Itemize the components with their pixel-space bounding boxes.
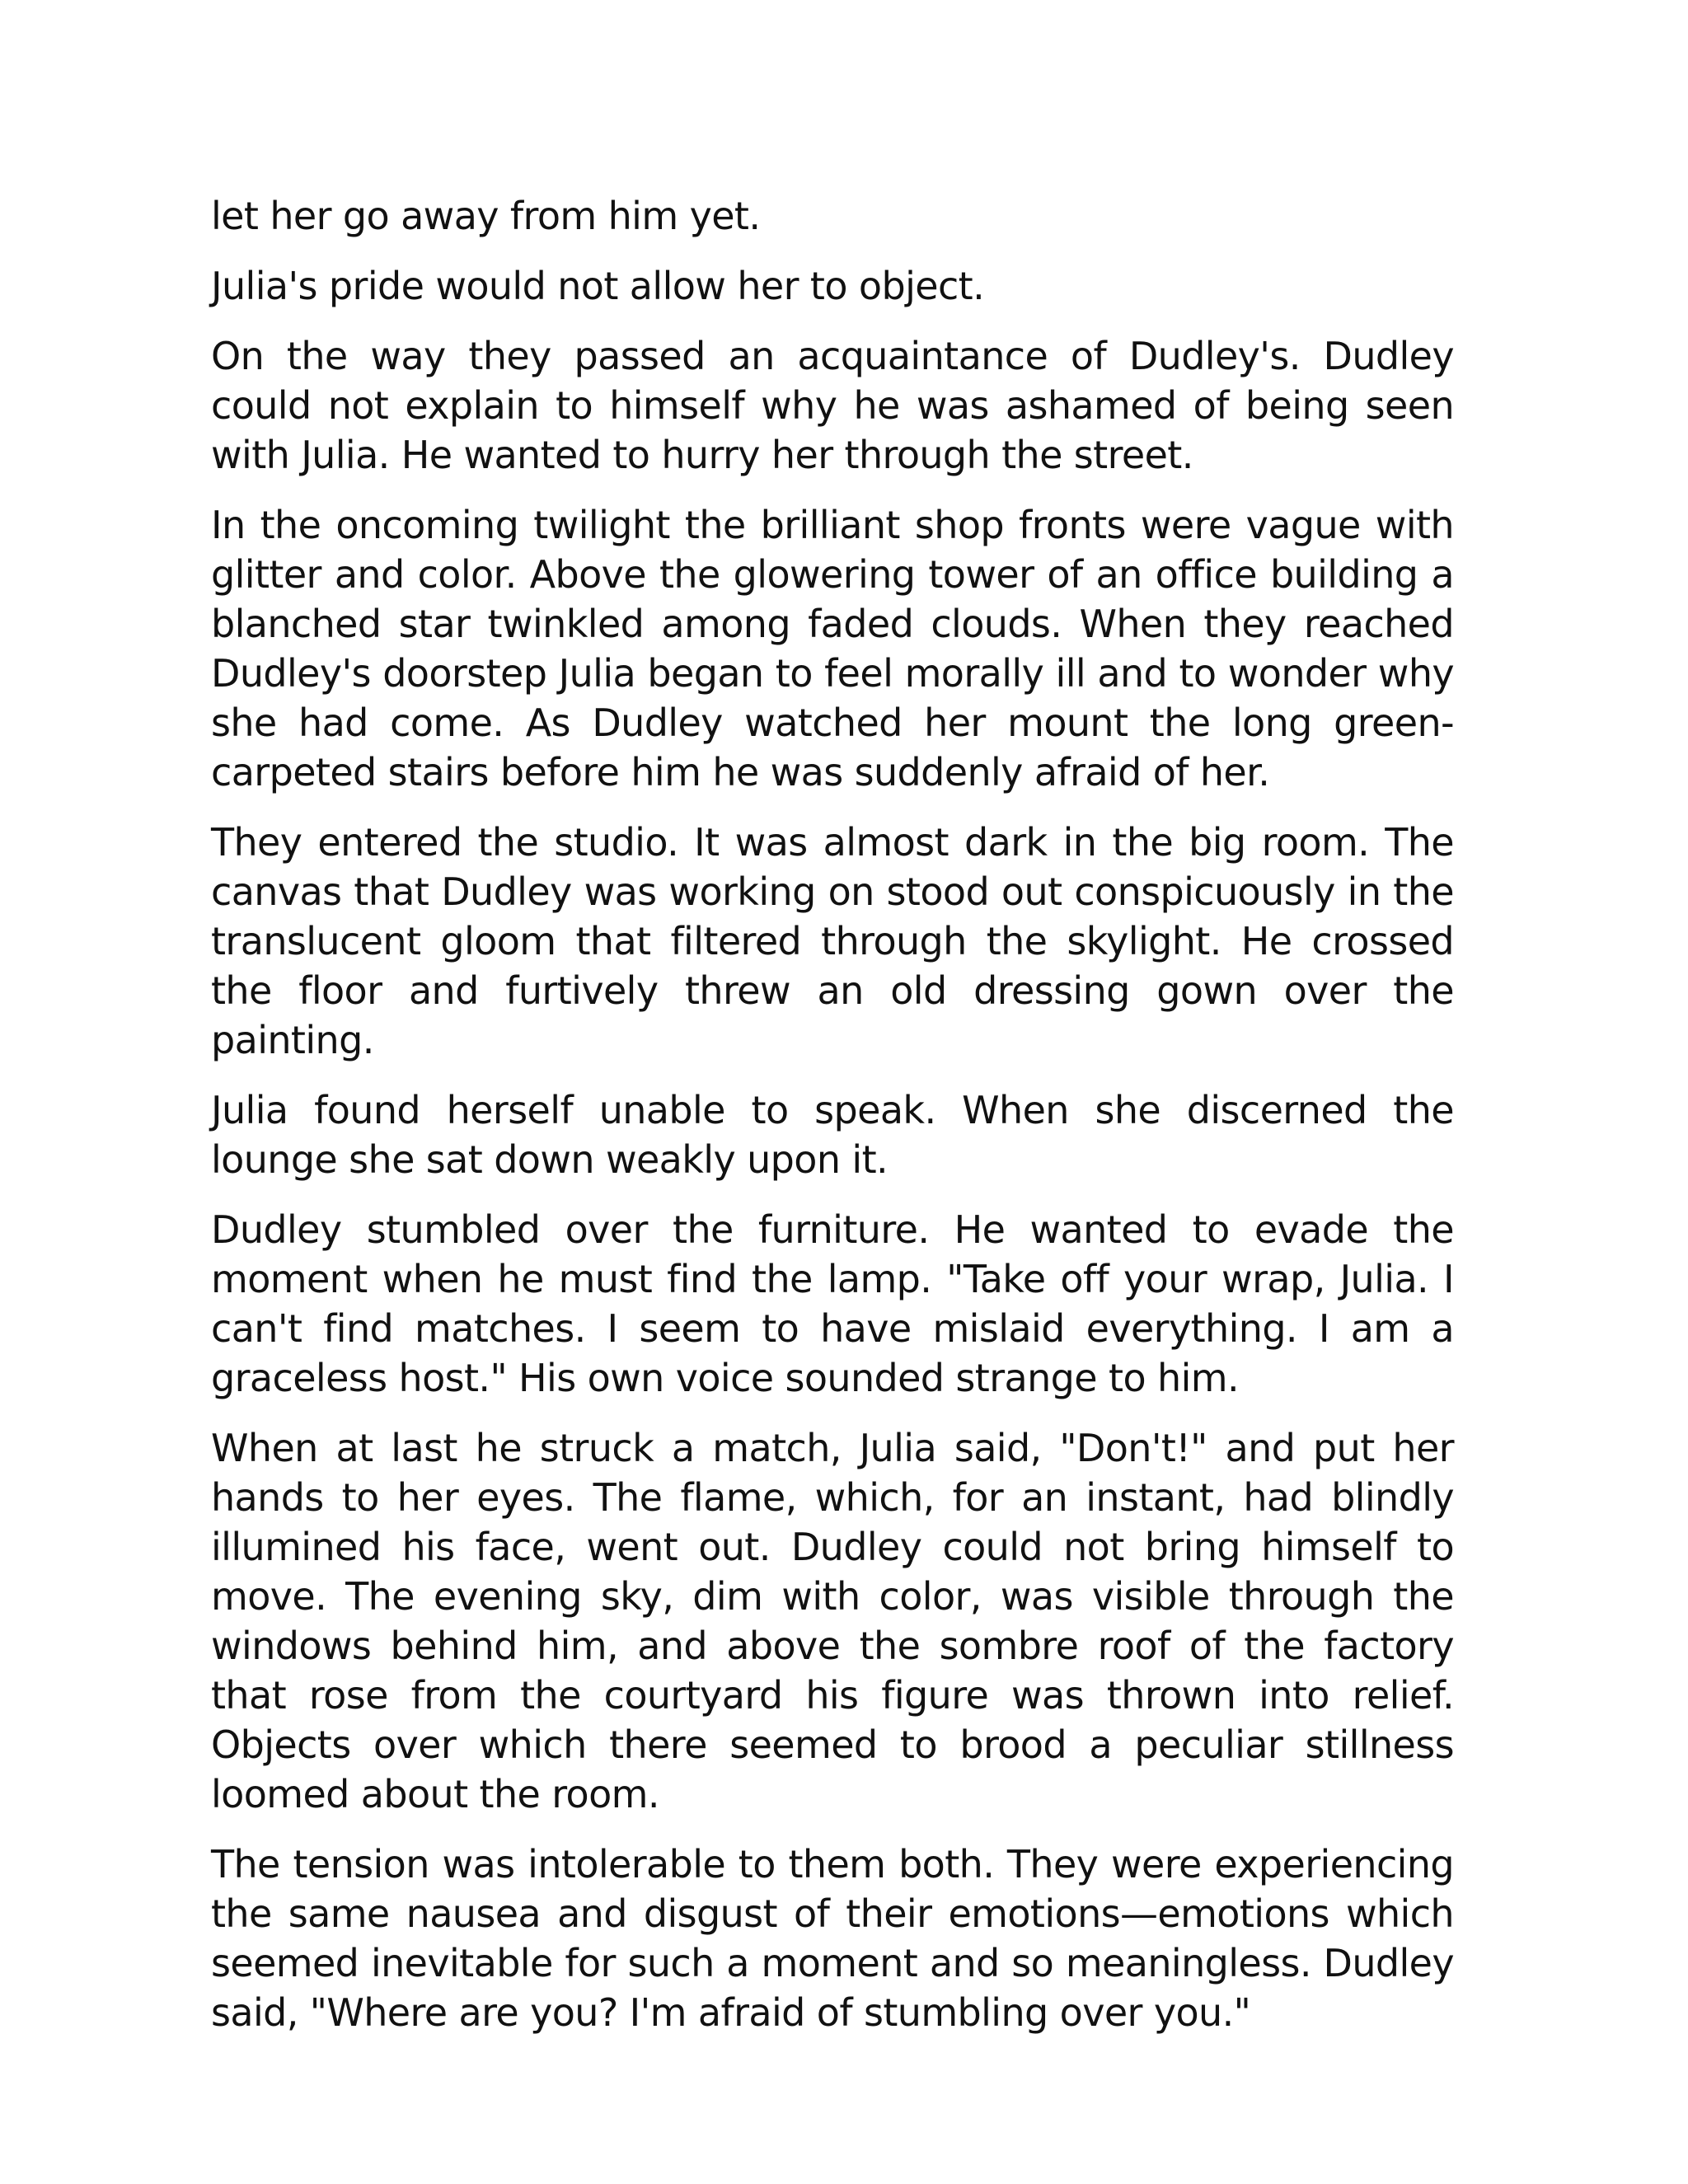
paragraph-3: On the way they passed an acquaintance of Dudley's. Dudley could not explain to himself why he was ashamed of being seen with Julia. He wanted to hurry her through the street. [211,334,1454,477]
paragraph-8: When at last he struck a match, Julia said, "Don't!" and put her hands to her eyes. The flame, which, for an instant, had blindly illumined his face, went out. Dudley could not bring himself to move. The evening sky, dim with color, was visible through the windows behind him, and above the sombre roof of the factory that rose from the courtyard his figure was thrown into relief. Objects over which there seemed to brood a peculiar stillness loomed about the room. [211,1426,1454,1816]
paragraph-1: let her go away from him yet. [211,194,761,238]
paragraph-4: In the oncoming twilight the brilliant shop fronts were vague with glitter and color. Above the glowering tower of an office building a blanched star twinkled among faded clouds. When they reached Dudley's doorstep Julia began to feel morally ill and to wonder why she had come. As Dudley watched her mount the long green-carpeted stairs before him he was suddenly afraid of her. [211,503,1454,794]
paragraph-6: Julia found herself unable to speak. When she discerned the lounge she sat down weakly upon it. [211,1088,1454,1182]
page-text [211,191,1454,2058]
paragraph-9: The tension was intolerable to them both. They were experiencing the same nausea and disgust of their emotions—emotions which seemed inevitable for such a moment and so meaningless. Dudley said, "Where are you? I'm afraid of stumbling over you." [211,1842,1454,2035]
paragraph-5: They entered the studio. It was almost dark in the big room. The canvas that Dudley was working on stood out conspicuously in the translucent gloom that filtered through the skylight. He crossed the floor and furtively threw an old dressing gown over the painting. [211,820,1454,1062]
paragraph-2: Julia's pride would not allow her to object. [211,264,985,308]
paragraph-7: Dudley stumbled over the furniture. He wanted to evade the moment when he must find the lamp. "Take off your wrap, Julia. I can't find matches. I seem to have mislaid everything. I am a graceless host." His own voice sounded strange to him. [211,1207,1454,1400]
